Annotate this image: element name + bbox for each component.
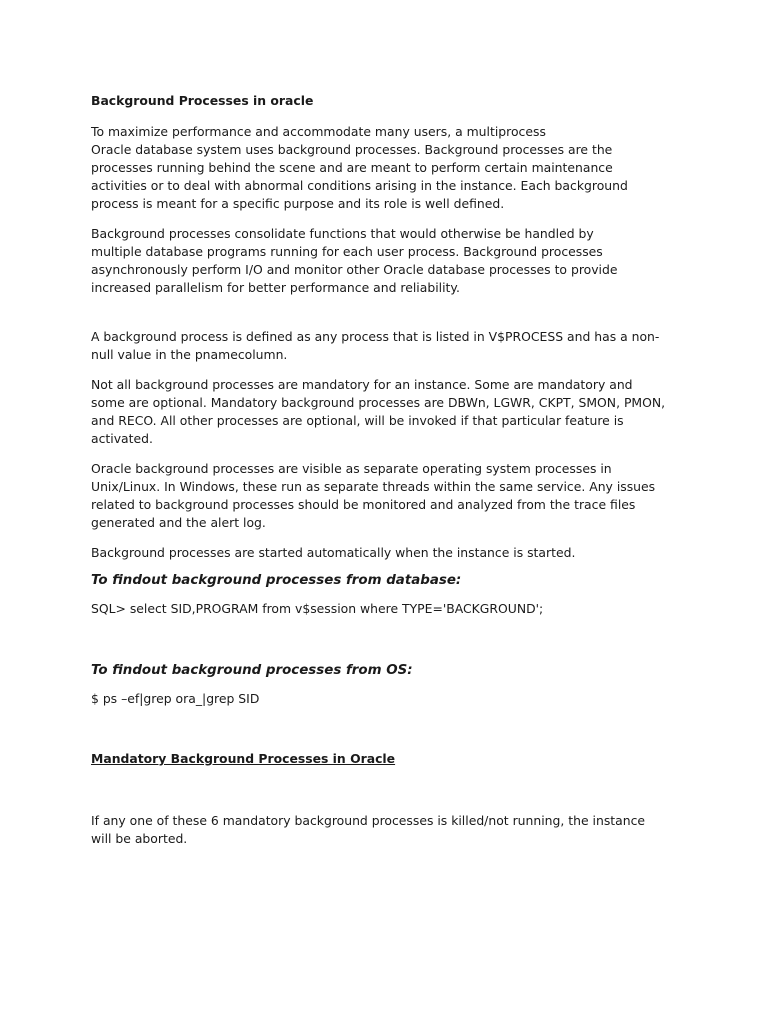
os-heading: To findout background processes from OS: xyxy=(91,663,413,678)
db-heading: To findout background processes from database: xyxy=(91,573,462,588)
paragraph-started: Background processes are started automatically when the instance is started. xyxy=(91,545,576,560)
mandatory-text: If any one of these 6 mandatory background processes is killed/not running, the instance will be aborted. xyxy=(91,813,646,846)
paragraph-intro: To maximize performance and accommodate many users, a multiprocess Oracle database system uses background processes. Background processes are the processes running behind the scene and are meant to perform certain maintenance activities or to deal with abnormal conditions arising in the instance. Each background process is meant for a specific purpose and its role is well defined. xyxy=(91,124,628,211)
paragraph-consolidate: Background processes consolidate functions that would otherwise be handled by multiple database programs running for each user process. Background processes asynchronously perform I/O and monitor other Oracle database processes to provide increased parallelism for better performance and reliability. xyxy=(91,226,618,295)
document-page xyxy=(91,92,681,848)
paragraph-definition: A background process is defined as any process that is listed in V$PROCESS and has a non- null value in the pnamecolumn. xyxy=(91,329,660,362)
paragraph-os-visibility: Oracle background processes are visible as separate operating system processes in Unix/Linux. In Windows, these run as separate threads within the same service. Any issues related to background processes should be monitored and analyzed from the trace files generated and the alert log. xyxy=(91,461,656,530)
document-title: Background Processes in oracle xyxy=(91,93,314,108)
mandatory-heading: Mandatory Background Processes in Oracle xyxy=(91,751,396,766)
db-command: SQL> select SID,PROGRAM from v$session where TYPE='BACKGROUND'; xyxy=(91,601,544,616)
os-command: $ ps –ef|grep ora_|grep SID xyxy=(91,691,260,706)
paragraph-mandatory-optional: Not all background processes are mandatory for an instance. Some are mandatory and some are optional. Mandatory background processes are DBWn, LGWR, CKPT, SMON, PMON, and RECO. All other processes are optional, will be invoked if that particular feature is activated. xyxy=(91,377,666,446)
